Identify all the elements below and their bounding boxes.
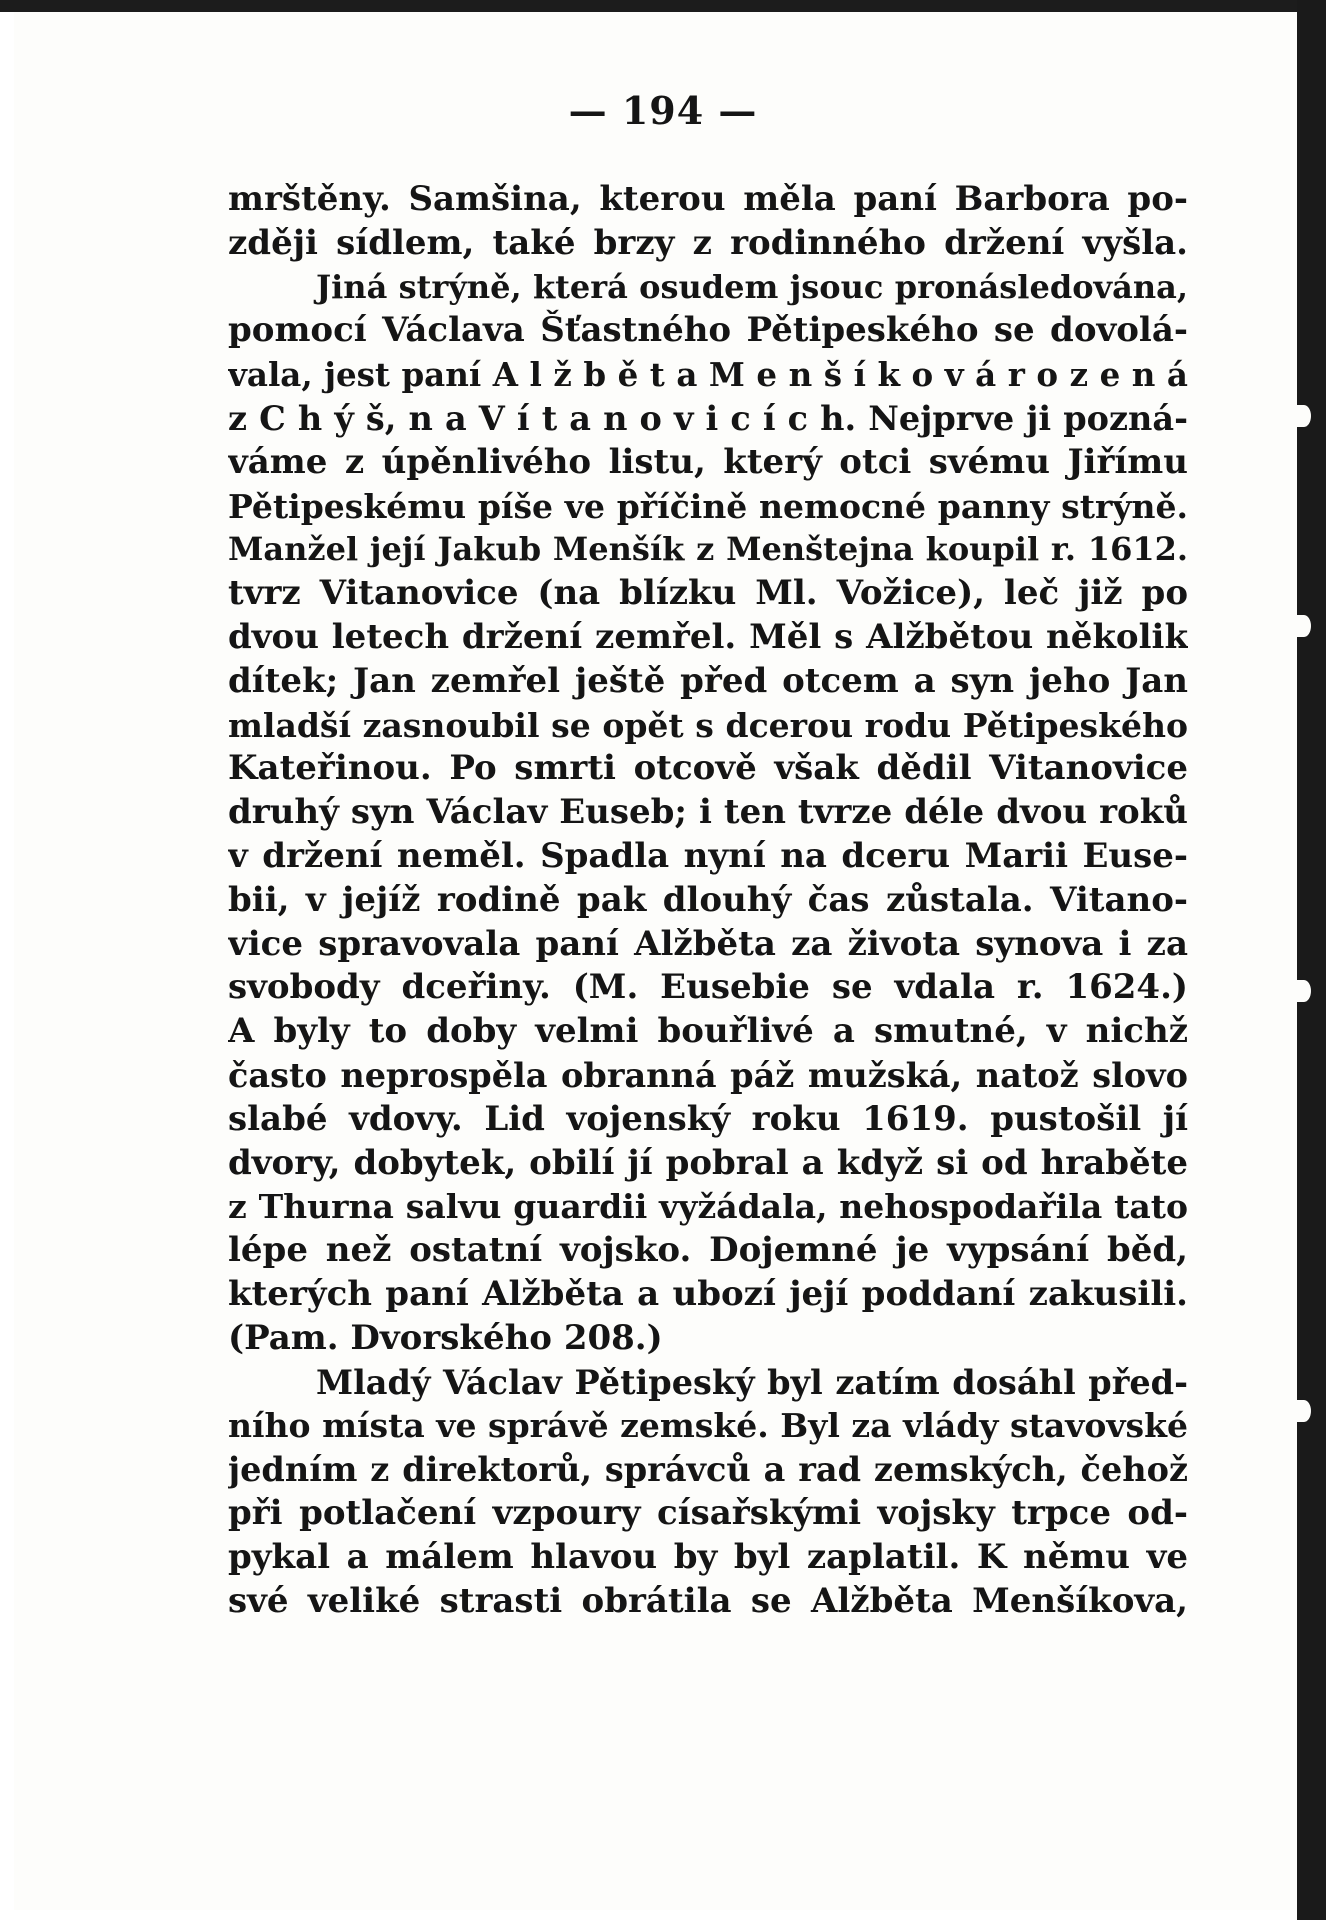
text-line: dvory, dobytek, obilí jí pobral a když si od hraběte [228,1142,1188,1183]
text-line: Manžel její Jakub Menšík z Menštejna koupil r. 1612. [228,530,1188,569]
text-line: v držení neměl. Spadla nyní na dceru Marii Euse- [228,835,1188,876]
text-line: při potlačení vzpoury císařskými vojsky trpce od- [228,1492,1188,1533]
binding-mark [1297,1400,1311,1422]
text-line: mladší zasnoubil se opět s dcerou rodu Pětipeského [228,705,1188,745]
text-line: zději sídlem, také brzy z rodinného držení vyšla. [228,222,1188,263]
text-line: dvou letech držení zemřel. Měl s Alžbětou několik [228,616,1188,657]
text-line: Jiná strýně, která osudem jsouc pronásledována, [316,267,1188,306]
text-line: tvrz Vitanovice (na blízku Ml. Vožice), leč již po [228,573,1188,614]
text-line: z Thurna salvu guardii vyžádala, nehospodařila tato [228,1187,1188,1227]
text-line: kterých paní Alžběta a ubozí její poddaní zakusili. [228,1273,1188,1314]
text-line: slabé vdovy. Lid vojenský roku 1619. pustošil jí [228,1098,1188,1139]
text-line: váme z úpěnlivého listu, který otci svému Jiřímu [228,441,1188,482]
text-line: pomocí Václava Šťastného Pětipeského se dovolá- [228,310,1188,351]
text-line: bii, v jejíž rodině pak dlouhý čas zůstala. Vitano- [228,879,1188,920]
text-line: Mladý Václav Pětipeský byl zatím dosáhl před- [316,1362,1188,1402]
binding-mark [1297,615,1311,637]
text-line: Pětipeskému píše ve příčině nemocné panny strýně. [228,486,1188,526]
text-line: (Pam. Dvorského 208.) [228,1317,663,1358]
text-line: Kateřinou. Po smrti otcově však dědil Vitanovice [228,748,1188,789]
text-line: druhý syn Václav Euseb; i ten tvrze déle dvou roků [228,792,1188,833]
body-text [228,178,1188,1623]
text-line: pykal a málem hlavou by byl zaplatil. K němu ve [228,1536,1188,1577]
text-line: své veliké strasti obrátila se Alžběta Menšíkova, [228,1580,1188,1621]
text-line: A byly to doby velmi bouřlivé a smutné, v nichž [228,1011,1188,1052]
scan-top-edge [0,0,1326,12]
text-line: vice spravovala paní Alžběta za života synova i za [228,923,1188,964]
text-line: jedním z direktorů, správců a rad zemských, čehož [228,1450,1188,1490]
text-line: svobody dceřiny. (M. Eusebie se vdala r. 1624.) [228,967,1188,1008]
text-line: mrštěny. Samšina, kterou měla paní Barbora po- [228,179,1188,219]
text-line: často neprospěla obranná páž mužská, natož slovo [228,1055,1188,1095]
text-line: z C h ý š, n a V í t a n o v i c í c h. Nejprve ji pozná- [228,398,1188,438]
text-line: ního místa ve správě zemské. Byl za vlády stavovské [228,1406,1188,1446]
binding-mark [1297,980,1311,1002]
text-line: dítek; Jan zemřel ještě před otcem a syn jeho Jan [228,660,1188,701]
text-line: vala, jest paní A l ž b ě t a M e n š í k o v á r o z e n á [228,355,1188,395]
page-number: — 194 — [568,88,758,133]
text-line: lépe než ostatní vojsko. Dojemné je vypsání běd, [228,1230,1188,1271]
scan-right-edge [1297,0,1326,1920]
binding-mark [1297,405,1311,427]
